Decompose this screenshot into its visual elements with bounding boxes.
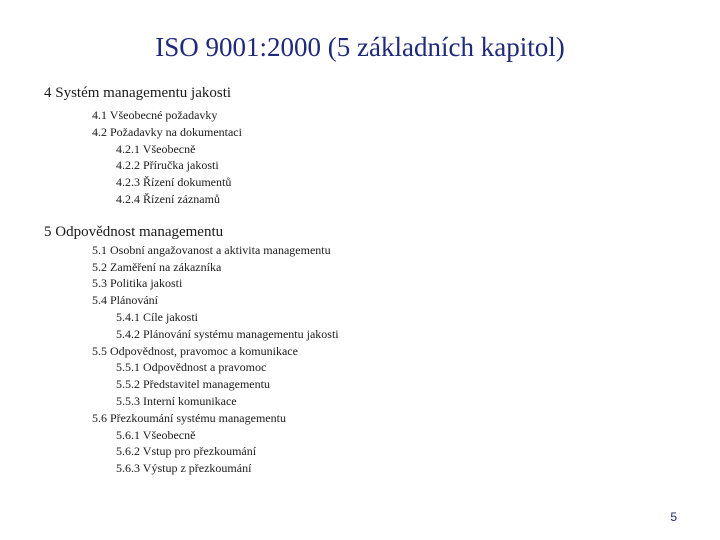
outline-item: 5.4 Plánování [92,293,158,308]
slide-title: ISO 9001:2000 (5 základních kapitol) [155,32,565,62]
outline-item: 5.2 Zaměření na zákazníka [92,259,222,274]
outline-item: 5.3 Politika jakosti [92,276,183,291]
outline-subitem: 5.4.1 Cíle jakosti [116,309,198,324]
outline-subitem: 5.5.3 Interní komunikace [116,393,237,408]
outline-item: 5.1 Osobní angažovanost a aktivita managementu [92,242,331,257]
outline-item: 4.1 Všeobecné požadavky [92,108,218,122]
outline-subitem: 5.4.2 Plánování systému managementu jakosti [116,326,339,341]
outline-subitem: 4.2.2 Příručka jakosti [116,158,219,173]
outline-subitem: 5.5.1 Odpovědnost a pravomoc [116,360,267,375]
section-heading: 4 Systém managementu jakosti [44,85,232,101]
outline-subitem: 5.5.2 Představitel managementu [116,377,270,392]
outline-item: 4.2 Požadavky na dokumentaci [92,124,242,139]
outline-item: 5.5 Odpovědnost, pravomoc a komunikace [92,343,298,358]
outline-subitem: 5.6.3 Výstup z přezkoumání [116,461,252,476]
section-heading: 5 Odpovědnost managementu [44,223,224,240]
outline-subitem: 5.6.2 Vstup pro přezkoumání [116,444,257,459]
outline-subitem: 4.2.4 Řízení záznamů [116,191,220,206]
outline [44,84,684,477]
outline-subitem: 4.2.3 Řízení dokumentů [116,175,232,190]
page-number: 5 [670,510,677,524]
outline-subitem: 4.2.1 Všeobecně [116,141,196,156]
outline-item: 5.6 Přezkoumání systému managementu [92,410,286,425]
outline-subitem: 5.6.1 Všeobecně [116,427,196,442]
